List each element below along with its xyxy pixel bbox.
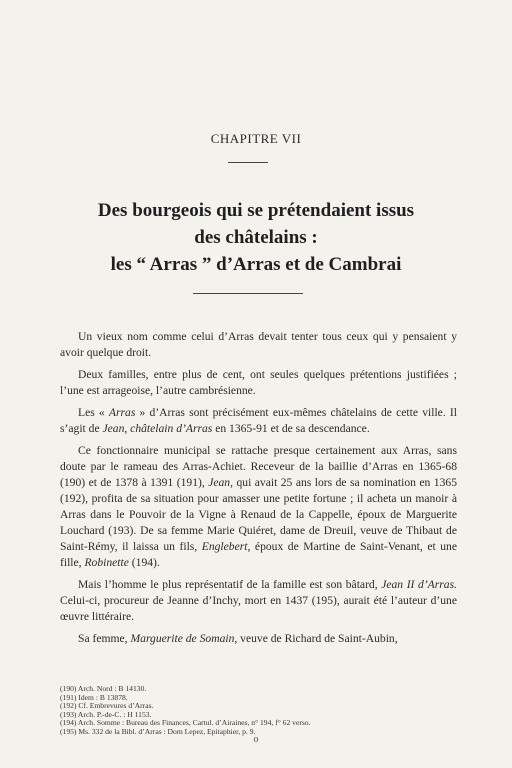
italic-text: Jean II d’Arras. [381,578,457,591]
page-mark: o [253,734,259,745]
footnotes [60,685,460,736]
footnote-193: (193) Arch. P.-de-C. : H 1153. [60,709,152,719]
italic-text: Marguerite de Somain, [130,632,238,645]
title-line-1: Des bourgeois qui se prétendaient issus [97,200,415,221]
footnote-191: (191) Idem : B 13878. [60,692,128,702]
body-text [60,329,457,653]
italic-text: Arras [108,406,136,419]
title-divider [193,293,303,294]
title-line-3: les “ Arras ” d’Arras et de Cambrai [110,254,402,275]
paragraph-3 [60,405,457,437]
paragraph-1: Un vieux nom comme celui d’Arras devait tenter tous ceux qui y pensaient y avoir quelque droit. [60,330,457,359]
italic-text: Robinette [84,556,129,569]
paragraph-6 [60,631,457,647]
chapter-title [0,197,512,278]
footnote-194: (194) Arch. Somme : Bureau des Finances, Cartul. d’Airaines, n° 194, f° 62 verso. [60,718,311,727]
footnote-190: (190) Arch. Nord : B 14130. [60,684,147,693]
italic-text: Englebert, [201,540,251,553]
text-run: Sa femme, [78,632,131,645]
text-run: époux de Martine de Saint-Venant, et une fille, [60,540,457,569]
text-run: Les « [78,406,109,419]
text-run: (194). [128,556,160,569]
footnote-195: (195) Ms. 332 de la Bibl. d’Arras : Dom Lepez, Epitaphier, p. 9. [60,726,256,736]
text-run: en 1365-91 et de sa descendance. [212,422,370,435]
italic-text: Jean, châtelain d’Arras [102,422,213,435]
footnote-192: (192) Cf. Embrevures d’Arras. [60,701,154,710]
text-run: Ce fonctionnaire municipal se rattache presque certainement aux Arras, sans doute par le rameau des Arras-Achiet. Receveur de la baillie d’Arras en 1365-68 (190) et de 1378 à 1391 (191), [60,444,457,489]
paragraph-2: Deux familles, entre plus de cent, ont seules quelques prétentions justifiées ; l’une est arrageoise, l’autre cambrésienne. [60,368,457,397]
text-run: Celui-ci, procureur de Jeanne d’Inchy, mort en 1437 (195), aurait été l’auteur d’une œuvre littéraire. [60,594,457,623]
paragraph-5 [60,577,457,625]
paragraph-4 [60,443,457,571]
text-run: Mais l’homme le plus représentatif de la famille est son bâtard, [78,578,382,591]
text-run: » d’Arras sont précisément eux-mêmes châtelains de cette ville. Il s’agit de [60,406,457,435]
chapter-divider [228,162,268,163]
chapter-heading: CHAPITRE VII [210,131,302,146]
italic-text: Jean, [208,476,234,489]
text-run: veuve de Richard de Saint-Aubin, [237,632,398,645]
text-run: qui avait 25 ans lors de sa nomination en 1365 (192), profita de sa situation pour amasser une petite fortune ; il acheta un manoir à Arras dans le Pouvoir de la Vigne à Renaud de la Cappelle, époux de Marguerite Louchard (193). De sa femme Marie Quiéret, dame de Dreuil, veuve de Thibaut de Saint-Rémy, il laissa un fils, [60,476,457,553]
title-line-2: des châtelains : [194,227,318,248]
